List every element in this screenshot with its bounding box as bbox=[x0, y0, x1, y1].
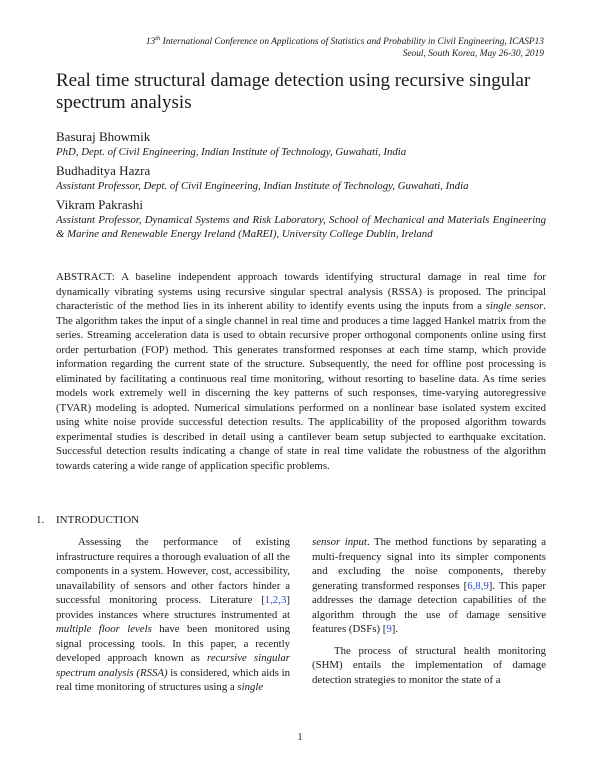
body-emphasis: sensor input bbox=[312, 536, 367, 548]
body-text: ]. bbox=[391, 623, 399, 635]
section-heading bbox=[36, 513, 139, 527]
body-text: ]. This paper addresses the damage detection capabilities of the algorithm through the use of damage sensitive features (DSFs) [ bbox=[312, 579, 546, 635]
body-text: have been monitored using signal processing tools. In this paper, a recently developed approach known as bbox=[56, 623, 290, 664]
abstract-emphasis: single sensor bbox=[485, 300, 544, 312]
body-text: ] provides instances where structures instrumented at bbox=[56, 594, 290, 621]
left-column bbox=[56, 535, 290, 695]
author-affiliation: Assistant Professor, Dynamical Systems and Risk Laboratory, School of Mechanical and Materials Engineering & Marine and Renewable Energy Ireland (MaREI), University College Dublin, Ireland bbox=[56, 214, 546, 240]
paragraph bbox=[312, 535, 546, 637]
conference-number-suffix: th bbox=[155, 35, 161, 42]
paragraph: The process of structural health monitoring (SHM) entails the implementation of damage detection strategies to monitor the state of a bbox=[312, 644, 546, 686]
body-text: Assessing the performance of existing infrastructure requires a thorough evaluation of all the components in a system. However, cost, accessibility, unavailability of sensors and other factors hinder a successful monitoring process. Literature [ bbox=[56, 536, 290, 606]
author-name: Vikram Pakrashi bbox=[56, 197, 143, 212]
body-text: is considered, which aids in real time monitoring of structures using a bbox=[56, 666, 290, 693]
conference-title: International Conference on Applications of Statistics and Probability in Civil Engineering, ICASP13 bbox=[160, 37, 544, 48]
abstract-text: . The algorithm takes the input of a single channel in real time and produces a time lagged Hankel matrix from the series. Streaming acceleration data is used to obtain recursive proper orthogonal components online using first order perturbation (FOP) method. This generates transformed responses at each time stamp, which provide information regarding the current state of the structure. Subsequently, the need for offline post processing is eliminated by facilitating a continuous real time monitoring, without resorting to baseline data. As time series models work extremely well in discerning the key patterns of such responses, time-varying autoregressive (TVAR) modeling is adopted. Numerical simulations performed on a nonlinear base isolated system excited using white noise provide successful detection results. The applicability of the proposed algorithm towards experimental studies is described in detail using a cantilever beam setup subjected to earthquake excitation. Successful detection results indicating a change of state in real time validate the robustness of the algorithm towards catering a wide range of application specific problems. bbox=[56, 300, 546, 472]
right-column bbox=[312, 535, 546, 687]
body-text: . The method functions by separating a multi-frequency signal into its simpler components and excluding the noise components, thereby generating transformed responses [ bbox=[312, 536, 546, 592]
conference-location: Seoul, South Korea, May 26-30, 2019 bbox=[402, 48, 544, 59]
conference-number: 13 bbox=[145, 37, 156, 48]
body-emphasis: recursive singular spectrum analysis (RSSA) bbox=[56, 652, 290, 679]
conference-name bbox=[84, 33, 544, 49]
author-list bbox=[56, 125, 546, 241]
abstract-text: ABSTRACT: A baseline independent approach towards identifying structural damage in real time for dynamically vibrating systems using recursive singular spectral analysis (RSSA) is proposed. The principal characteristic of the method lies in its inherent ability to identify events using the inputs from a bbox=[56, 271, 546, 312]
body-emphasis: multiple floor levels bbox=[56, 623, 152, 635]
paragraph bbox=[56, 535, 290, 695]
section-title: INTRODUCTION bbox=[56, 514, 140, 526]
body-emphasis: single bbox=[237, 681, 264, 693]
author-affiliation: PhD, Dept. of Civil Engineering, Indian Institute of Technology, Guwahati, India bbox=[56, 146, 407, 158]
author-affiliation: Assistant Professor, Dept. of Civil Engineering, Indian Institute of Technology, Guwahati, India bbox=[56, 180, 469, 192]
author-name: Budhaditya Hazra bbox=[56, 163, 151, 178]
page-number: 1 bbox=[297, 732, 303, 743]
citation-link[interactable]: 9 bbox=[386, 623, 392, 635]
section-number: 1. bbox=[36, 514, 45, 526]
author-name: Basuraj Bhowmik bbox=[56, 129, 151, 144]
paper-title: Real time structural damage detection using recursive singular spectrum analysis bbox=[56, 70, 531, 113]
conference-header bbox=[84, 33, 544, 60]
citation-link[interactable]: 1,2,3 bbox=[264, 594, 287, 606]
abstract bbox=[56, 270, 546, 473]
citation-link[interactable]: 6,8,9 bbox=[467, 579, 489, 592]
